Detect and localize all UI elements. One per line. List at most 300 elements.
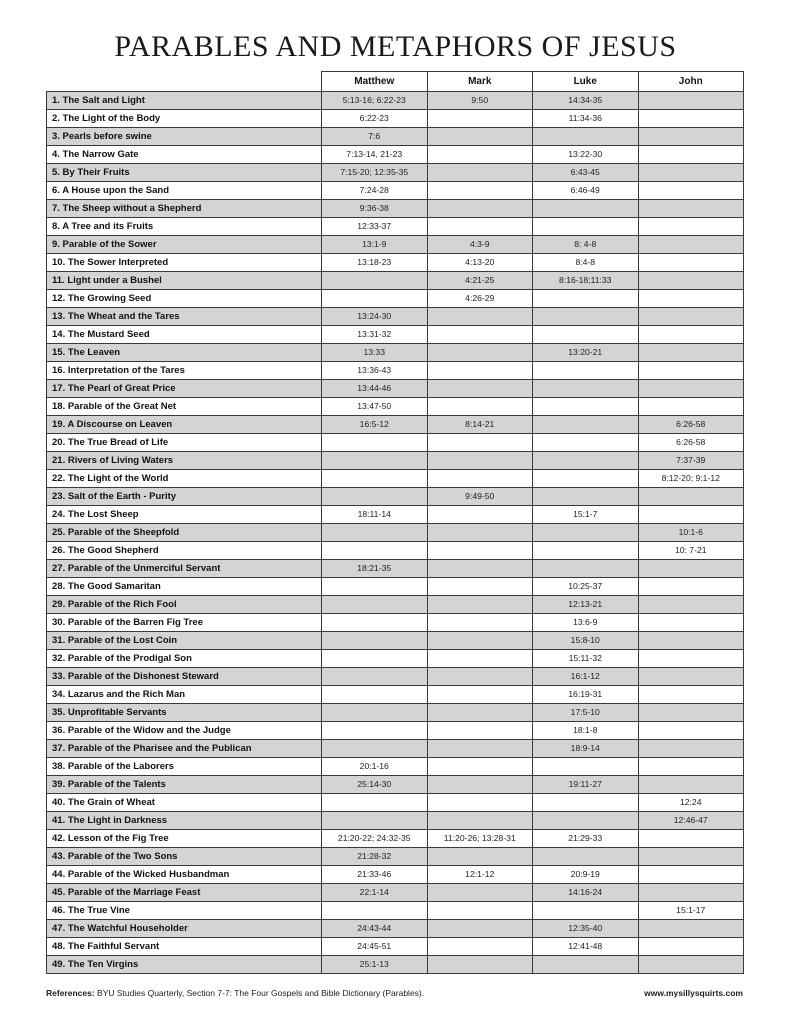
luke-ref-cell	[533, 812, 639, 830]
john-ref-cell	[638, 506, 744, 524]
matthew-ref-cell: 24:45-51	[322, 938, 428, 956]
mark-ref-cell	[427, 326, 533, 344]
john-ref-cell	[638, 488, 744, 506]
table-row	[47, 470, 744, 488]
luke-ref-cell: 8:16-18;11:33	[533, 272, 639, 290]
table-row	[47, 830, 744, 848]
table-row	[47, 416, 744, 434]
john-ref-cell	[638, 596, 744, 614]
matthew-ref-cell	[322, 596, 428, 614]
mark-ref-cell: 9:50	[427, 92, 533, 110]
john-ref-cell	[638, 938, 744, 956]
table-row	[47, 344, 744, 362]
column-header-mark: Mark	[427, 72, 533, 92]
mark-ref-cell	[427, 362, 533, 380]
matthew-ref-cell: 5:13-16; 6:22-23	[322, 92, 428, 110]
luke-ref-cell	[533, 128, 639, 146]
john-ref-cell	[638, 614, 744, 632]
parable-name-cell: 34. Lazarus and the Rich Man	[47, 686, 322, 704]
parable-name-cell: 46. The True Vine	[47, 902, 322, 920]
mark-ref-cell	[427, 596, 533, 614]
table-row	[47, 218, 744, 236]
mark-ref-cell	[427, 470, 533, 488]
john-ref-cell	[638, 884, 744, 902]
matthew-ref-cell: 20:1-16	[322, 758, 428, 776]
matthew-ref-cell	[322, 434, 428, 452]
luke-ref-cell	[533, 560, 639, 578]
mark-ref-cell	[427, 794, 533, 812]
parable-name-cell: 25. Parable of the Sheepfold	[47, 524, 322, 542]
matthew-ref-cell: 13:1-9	[322, 236, 428, 254]
matthew-ref-cell: 18:21-35	[322, 560, 428, 578]
mark-ref-cell	[427, 164, 533, 182]
john-ref-cell	[638, 956, 744, 974]
luke-ref-cell	[533, 218, 639, 236]
table-row	[47, 560, 744, 578]
john-ref-cell	[638, 740, 744, 758]
matthew-ref-cell: 7:24-28	[322, 182, 428, 200]
parable-name-cell: 30. Parable of the Barren Fig Tree	[47, 614, 322, 632]
table-row	[47, 704, 744, 722]
parable-name-cell: 18. Parable of the Great Net	[47, 398, 322, 416]
luke-ref-cell: 15:1-7	[533, 506, 639, 524]
table-row	[47, 362, 744, 380]
matthew-ref-cell: 21:20-22; 24:32-35	[322, 830, 428, 848]
luke-ref-cell	[533, 848, 639, 866]
parable-name-cell: 9. Parable of the Sower	[47, 236, 322, 254]
mark-ref-cell	[427, 128, 533, 146]
parable-name-cell: 28. The Good Samaritan	[47, 578, 322, 596]
table-row	[47, 596, 744, 614]
mark-ref-cell	[427, 218, 533, 236]
mark-ref-cell	[427, 668, 533, 686]
john-ref-cell	[638, 218, 744, 236]
matthew-ref-cell	[322, 452, 428, 470]
luke-ref-cell	[533, 488, 639, 506]
matthew-ref-cell	[322, 668, 428, 686]
parable-name-cell: 23. Salt of the Earth - Purity	[47, 488, 322, 506]
john-ref-cell	[638, 308, 744, 326]
mark-ref-cell	[427, 614, 533, 632]
john-ref-cell	[638, 92, 744, 110]
luke-ref-cell: 14:34-35	[533, 92, 639, 110]
john-ref-cell: 10: 7-21	[638, 542, 744, 560]
luke-ref-cell	[533, 200, 639, 218]
luke-ref-cell: 20:9-19	[533, 866, 639, 884]
mark-ref-cell	[427, 722, 533, 740]
luke-ref-cell	[533, 308, 639, 326]
luke-ref-cell: 14:16-24	[533, 884, 639, 902]
john-ref-cell: 15:1-17	[638, 902, 744, 920]
john-ref-cell	[638, 362, 744, 380]
matthew-ref-cell	[322, 902, 428, 920]
parable-name-cell: 10. The Sower Interpreted	[47, 254, 322, 272]
luke-ref-cell: 13:6-9	[533, 614, 639, 632]
luke-ref-cell: 11:34-36	[533, 110, 639, 128]
table-row	[47, 776, 744, 794]
matthew-ref-cell: 13:44-46	[322, 380, 428, 398]
matthew-ref-cell	[322, 812, 428, 830]
parable-name-cell: 37. Parable of the Pharisee and the Publican	[47, 740, 322, 758]
john-ref-cell	[638, 704, 744, 722]
parable-name-cell: 14. The Mustard Seed	[47, 326, 322, 344]
parable-name-cell: 16. Interpretation of the Tares	[47, 362, 322, 380]
mark-ref-cell	[427, 920, 533, 938]
mark-ref-cell	[427, 524, 533, 542]
matthew-ref-cell: 6:22-23	[322, 110, 428, 128]
matthew-ref-cell	[322, 524, 428, 542]
matthew-ref-cell: 18:11-14	[322, 506, 428, 524]
table-row	[47, 290, 744, 308]
table-row	[47, 920, 744, 938]
mark-ref-cell	[427, 812, 533, 830]
mark-ref-cell: 4:21-25	[427, 272, 533, 290]
parable-name-cell: 32. Parable of the Prodigal Son	[47, 650, 322, 668]
table-row	[47, 740, 744, 758]
parable-name-cell: 40. The Grain of Wheat	[47, 794, 322, 812]
john-ref-cell	[638, 182, 744, 200]
mark-ref-cell	[427, 344, 533, 362]
table-row	[47, 578, 744, 596]
table-row	[47, 254, 744, 272]
luke-ref-cell: 13:22-30	[533, 146, 639, 164]
column-header-matthew: Matthew	[322, 72, 428, 92]
parable-name-cell: 36. Parable of the Widow and the Judge	[47, 722, 322, 740]
table-row	[47, 956, 744, 974]
header-blank-cell	[47, 72, 322, 92]
parable-name-cell: 31. Parable of the Lost Coin	[47, 632, 322, 650]
john-ref-cell	[638, 326, 744, 344]
matthew-ref-cell	[322, 632, 428, 650]
luke-ref-cell: 8: 4-8	[533, 236, 639, 254]
john-ref-cell	[638, 110, 744, 128]
table-row	[47, 128, 744, 146]
john-ref-cell	[638, 200, 744, 218]
matthew-ref-cell: 13:47-50	[322, 398, 428, 416]
luke-ref-cell: 16:19-31	[533, 686, 639, 704]
john-ref-cell	[638, 560, 744, 578]
table-row	[47, 398, 744, 416]
matthew-ref-cell: 7:15-20; 12:35-35	[322, 164, 428, 182]
table-row	[47, 326, 744, 344]
mark-ref-cell	[427, 758, 533, 776]
mark-ref-cell: 9:49-50	[427, 488, 533, 506]
luke-ref-cell	[533, 956, 639, 974]
mark-ref-cell	[427, 632, 533, 650]
parable-name-cell: 5. By Their Fruits	[47, 164, 322, 182]
parable-name-cell: 17. The Pearl of Great Price	[47, 380, 322, 398]
table-row	[47, 884, 744, 902]
table-row	[47, 938, 744, 956]
parable-name-cell: 49. The Ten Virgins	[47, 956, 322, 974]
parable-name-cell: 26. The Good Shepherd	[47, 542, 322, 560]
john-ref-cell	[638, 920, 744, 938]
mark-ref-cell: 4:13-20	[427, 254, 533, 272]
page-title: PARABLES AND METAPHORS OF JESUS	[114, 30, 677, 63]
matthew-ref-cell: 21:28-32	[322, 848, 428, 866]
matthew-ref-cell	[322, 542, 428, 560]
parable-name-cell: 43. Parable of the Two Sons	[47, 848, 322, 866]
mark-ref-cell	[427, 902, 533, 920]
luke-ref-cell	[533, 524, 639, 542]
matthew-ref-cell: 13:36-43	[322, 362, 428, 380]
luke-ref-cell	[533, 416, 639, 434]
matthew-ref-cell: 9:36-38	[322, 200, 428, 218]
references-label: References:	[46, 988, 95, 998]
column-header-john: John	[638, 72, 744, 92]
table-row	[47, 380, 744, 398]
john-ref-cell	[638, 776, 744, 794]
john-ref-cell	[638, 344, 744, 362]
matthew-ref-cell: 16:5-12	[322, 416, 428, 434]
luke-ref-cell	[533, 326, 639, 344]
table-header-row	[47, 72, 744, 92]
matthew-ref-cell: 13:18-23	[322, 254, 428, 272]
matthew-ref-cell: 12:33-37	[322, 218, 428, 236]
parable-name-cell: 21. Rivers of Living Waters	[47, 452, 322, 470]
luke-ref-cell: 15:8-10	[533, 632, 639, 650]
table-row	[47, 668, 744, 686]
table-row	[47, 146, 744, 164]
parable-name-cell: 1. The Salt and Light	[47, 92, 322, 110]
matthew-ref-cell	[322, 650, 428, 668]
parable-name-cell: 27. Parable of the Unmerciful Servant	[47, 560, 322, 578]
john-ref-cell	[638, 128, 744, 146]
mark-ref-cell	[427, 686, 533, 704]
matthew-ref-cell	[322, 578, 428, 596]
luke-ref-cell: 6:43-45	[533, 164, 639, 182]
parable-name-cell: 4. The Narrow Gate	[47, 146, 322, 164]
luke-ref-cell: 21:29-33	[533, 830, 639, 848]
parable-name-cell: 41. The Light in Darkness	[47, 812, 322, 830]
parable-name-cell: 33. Parable of the Dishonest Steward	[47, 668, 322, 686]
john-ref-cell	[638, 236, 744, 254]
matthew-ref-cell	[322, 704, 428, 722]
luke-ref-cell: 12:35-40	[533, 920, 639, 938]
references-text: BYU Studies Quarterly, Section 7-7: The Four Gospels and Bible Dictionary (Parables).	[94, 988, 425, 998]
john-ref-cell	[638, 848, 744, 866]
parable-name-cell: 20. The True Bread of Life	[47, 434, 322, 452]
matthew-ref-cell: 25:14-30	[322, 776, 428, 794]
john-ref-cell	[638, 290, 744, 308]
table-row	[47, 92, 744, 110]
mark-ref-cell	[427, 434, 533, 452]
parable-name-cell: 22. The Light of the World	[47, 470, 322, 488]
john-ref-cell	[638, 722, 744, 740]
mark-ref-cell	[427, 380, 533, 398]
parable-name-cell: 42. Lesson of the Fig Tree	[47, 830, 322, 848]
parable-name-cell: 38. Parable of the Laborers	[47, 758, 322, 776]
john-ref-cell	[638, 254, 744, 272]
luke-ref-cell: 8:4-8	[533, 254, 639, 272]
column-header-luke: Luke	[533, 72, 639, 92]
table-row	[47, 308, 744, 326]
john-ref-cell: 10:1-6	[638, 524, 744, 542]
mark-ref-cell: 4:3-9	[427, 236, 533, 254]
matthew-ref-cell: 7:13-14, 21-23	[322, 146, 428, 164]
matthew-ref-cell	[322, 488, 428, 506]
john-ref-cell	[638, 380, 744, 398]
mark-ref-cell	[427, 110, 533, 128]
luke-ref-cell: 13:20-21	[533, 344, 639, 362]
table-row	[47, 650, 744, 668]
parable-name-cell: 11. Light under a Bushel	[47, 272, 322, 290]
luke-ref-cell	[533, 380, 639, 398]
table-row	[47, 434, 744, 452]
luke-ref-cell	[533, 902, 639, 920]
table-row	[47, 758, 744, 776]
luke-ref-cell	[533, 452, 639, 470]
mark-ref-cell	[427, 740, 533, 758]
parable-name-cell: 29. Parable of the Rich Fool	[47, 596, 322, 614]
luke-ref-cell	[533, 470, 639, 488]
mark-ref-cell	[427, 884, 533, 902]
references-note	[46, 988, 424, 998]
matthew-ref-cell: 13:31-32	[322, 326, 428, 344]
parable-name-cell: 39. Parable of the Talents	[47, 776, 322, 794]
table-row	[47, 110, 744, 128]
john-ref-cell	[638, 866, 744, 884]
john-ref-cell: 6:26-58	[638, 416, 744, 434]
luke-ref-cell: 18:1-8	[533, 722, 639, 740]
parable-name-cell: 44. Parable of the Wicked Husbandman	[47, 866, 322, 884]
mark-ref-cell	[427, 542, 533, 560]
matthew-ref-cell	[322, 740, 428, 758]
matthew-ref-cell: 21:33-46	[322, 866, 428, 884]
mark-ref-cell: 11:20-26; 13:28-31	[427, 830, 533, 848]
mark-ref-cell	[427, 704, 533, 722]
parable-name-cell: 3. Pearls before swine	[47, 128, 322, 146]
mark-ref-cell	[427, 308, 533, 326]
table-row	[47, 236, 744, 254]
parable-name-cell: 45. Parable of the Marriage Feast	[47, 884, 322, 902]
mark-ref-cell	[427, 938, 533, 956]
luke-ref-cell	[533, 290, 639, 308]
matthew-ref-cell	[322, 722, 428, 740]
mark-ref-cell	[427, 182, 533, 200]
matthew-ref-cell: 7:6	[322, 128, 428, 146]
matthew-ref-cell	[322, 614, 428, 632]
luke-ref-cell: 6:46-49	[533, 182, 639, 200]
parable-name-cell: 19. A Discourse on Leaven	[47, 416, 322, 434]
mark-ref-cell	[427, 560, 533, 578]
table-row	[47, 866, 744, 884]
mark-ref-cell: 4:26-29	[427, 290, 533, 308]
luke-ref-cell	[533, 758, 639, 776]
table-row	[47, 686, 744, 704]
mark-ref-cell: 8:14-21	[427, 416, 533, 434]
john-ref-cell	[638, 632, 744, 650]
table-row	[47, 812, 744, 830]
table-row	[47, 722, 744, 740]
parable-name-cell: 15. The Leaven	[47, 344, 322, 362]
table-row	[47, 164, 744, 182]
john-ref-cell	[638, 578, 744, 596]
table-row	[47, 182, 744, 200]
parables-table	[46, 71, 744, 974]
luke-ref-cell: 16:1-12	[533, 668, 639, 686]
john-ref-cell	[638, 686, 744, 704]
mark-ref-cell: 12:1-12	[427, 866, 533, 884]
mark-ref-cell	[427, 578, 533, 596]
john-ref-cell: 12:46-47	[638, 812, 744, 830]
mark-ref-cell	[427, 398, 533, 416]
table-body	[47, 92, 744, 974]
parable-name-cell: 6. A House upon the Sand	[47, 182, 322, 200]
john-ref-cell	[638, 650, 744, 668]
matthew-ref-cell	[322, 686, 428, 704]
table-row	[47, 848, 744, 866]
website-url: www.mysillysquirts.com	[644, 988, 743, 998]
table-row	[47, 614, 744, 632]
luke-ref-cell: 12:41-48	[533, 938, 639, 956]
parable-name-cell: 13. The Wheat and the Tares	[47, 308, 322, 326]
john-ref-cell	[638, 146, 744, 164]
luke-ref-cell	[533, 362, 639, 380]
table-row	[47, 542, 744, 560]
table-row	[47, 794, 744, 812]
table-row	[47, 272, 744, 290]
table-row	[47, 506, 744, 524]
luke-ref-cell	[533, 434, 639, 452]
table-row	[47, 452, 744, 470]
table-row	[47, 902, 744, 920]
john-ref-cell	[638, 272, 744, 290]
matthew-ref-cell: 22:1-14	[322, 884, 428, 902]
john-ref-cell	[638, 668, 744, 686]
matthew-ref-cell	[322, 794, 428, 812]
mark-ref-cell	[427, 146, 533, 164]
mark-ref-cell	[427, 848, 533, 866]
luke-ref-cell: 17:5-10	[533, 704, 639, 722]
matthew-ref-cell: 24:43-44	[322, 920, 428, 938]
luke-ref-cell: 19:11-27	[533, 776, 639, 794]
mark-ref-cell	[427, 452, 533, 470]
matthew-ref-cell: 13:33	[322, 344, 428, 362]
table-row	[47, 524, 744, 542]
table-row	[47, 200, 744, 218]
luke-ref-cell	[533, 542, 639, 560]
table-row	[47, 632, 744, 650]
john-ref-cell: 12:24	[638, 794, 744, 812]
luke-ref-cell: 15:11-32	[533, 650, 639, 668]
john-ref-cell: 7:37-39	[638, 452, 744, 470]
parable-name-cell: 48. The Faithful Servant	[47, 938, 322, 956]
parable-name-cell: 7. The Sheep without a Shepherd	[47, 200, 322, 218]
luke-ref-cell: 10:25-37	[533, 578, 639, 596]
parable-name-cell: 2. The Light of the Body	[47, 110, 322, 128]
john-ref-cell	[638, 164, 744, 182]
table-row	[47, 488, 744, 506]
luke-ref-cell	[533, 794, 639, 812]
mark-ref-cell	[427, 776, 533, 794]
parable-name-cell: 8. A Tree and its Fruits	[47, 218, 322, 236]
matthew-ref-cell: 13:24-30	[322, 308, 428, 326]
parable-name-cell: 12. The Growing Seed	[47, 290, 322, 308]
luke-ref-cell: 18:9-14	[533, 740, 639, 758]
john-ref-cell	[638, 398, 744, 416]
luke-ref-cell	[533, 398, 639, 416]
john-ref-cell: 6:26-58	[638, 434, 744, 452]
mark-ref-cell	[427, 956, 533, 974]
mark-ref-cell	[427, 506, 533, 524]
matthew-ref-cell: 25:1-13	[322, 956, 428, 974]
matthew-ref-cell	[322, 470, 428, 488]
matthew-ref-cell	[322, 290, 428, 308]
parable-name-cell: 24. The Lost Sheep	[47, 506, 322, 524]
parable-name-cell: 47. The Watchful Householder	[47, 920, 322, 938]
luke-ref-cell: 12:13-21	[533, 596, 639, 614]
